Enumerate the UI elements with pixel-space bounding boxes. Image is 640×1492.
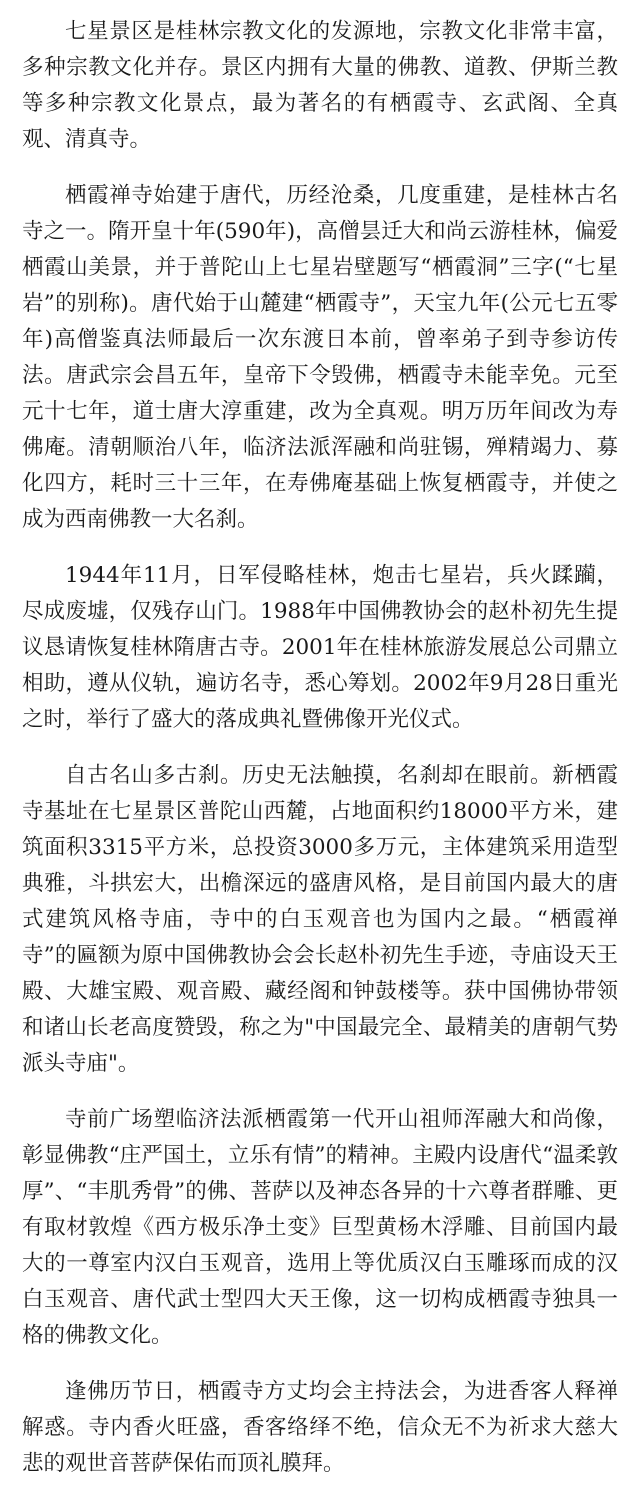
- paragraph: 七星景区是桂林宗教文化的发源地，宗教文化非常丰富，多种宗教文化并存。景区内拥有大量的佛教、道教、伊斯兰教等多种宗教文化景点，最为著名的有栖霞寺、玄武阁、全真观、清真寺。: [22, 19, 618, 152]
- paragraph: 自古名山多古刹。历史无法触摸，名刹却在眼前。新栖霞寺基址在七星景区普陀山西麓，占地面积约18000平方米，建筑面积3315平方米，总投资3000多万元，主体建筑采用造型典雅，斗拱宏大，出檐深远的盛唐风格，是目前国内最大的唐式建筑风格寺庙，寺中的白玉观音也为国内之最。“栖霞禅寺”的匾额为原中国佛教协会会长赵朴初先生手迹，寺庙设天王殿、大雄宝殿、观音殿、藏经阁和钟鼓楼等。获中国佛协带领和诸山长老高度赞毁，称之为"中国最完全、最精美的唐朝气势派头寺庙"。: [22, 763, 618, 1076]
- paragraph: 1944年11月，日军侵略桂林，炮击七星岩，兵火蹂躏，尽成废墟，仅残存山门。1988年中国佛教协会的赵朴初先生提议恳请恢复桂林隋唐古寺。2001年在桂林旅游发展总公司鼎立相助，遵从仪轨，遍访名寺，悉心筹划。2002年9月28日重光之时，举行了盛大的落成典礼暨佛像开光仪式。: [22, 563, 618, 732]
- paragraph: 栖霞禅寺始建于唐代，历经沧桑，几度重建，是桂林古名寺之一。隋开皇十年(590年)，高僧昙迁大和尚云游桂林，偏爱栖霞山美景，并于普陀山上七星岩壁题写“栖霞洞”三字(“七星岩”的别称)。唐代始于山麓建“栖霞寺”，天宝九年(公元七五零年)高僧鉴真法师最后一次东渡日本前，曾率弟子到寺参访传法。唐武宗会昌五年，皇帝下令毁佛，栖霞寺未能幸免。元至元十七年，道士唐大淳重建，改为全真观。明万历年间改为寿佛庵。清朝顺治八年，临济法派浑融和尚驻锡，殚精竭力、募化四方，耗时三十三年，在寿佛庵基础上恢复栖霞寺，并使之成为西南佛教一大名刹。: [22, 183, 618, 532]
- paragraph: 逢佛历节日，栖霞寺方丈均会主持法会，为进香客人释禅解惑。寺内香火旺盛，香客络绎不绝，信众无不为祈求大慈大悲的观世音菩萨保佑而顶礼膜拜。: [22, 1379, 618, 1476]
- paragraph: 寺前广场塑临济法派栖霞第一代开山祖师浑融大和尚像，彰显佛教“庄严国土，立乐有情”的精神。主殿内设唐代“温柔敦厚”、“丰肌秀骨”的佛、菩萨以及神态各异的十六尊者群雕、更有取材敦煌《西方极乐净土变》巨型黄杨木浮雕、目前国内最大的一尊室内汉白玉观音，选用上等优质汉白玉雕琢而成的汉白玉观音、唐代武士型四大天王像，这一切构成栖霞寺独具一格的佛教文化。: [22, 1107, 618, 1348]
